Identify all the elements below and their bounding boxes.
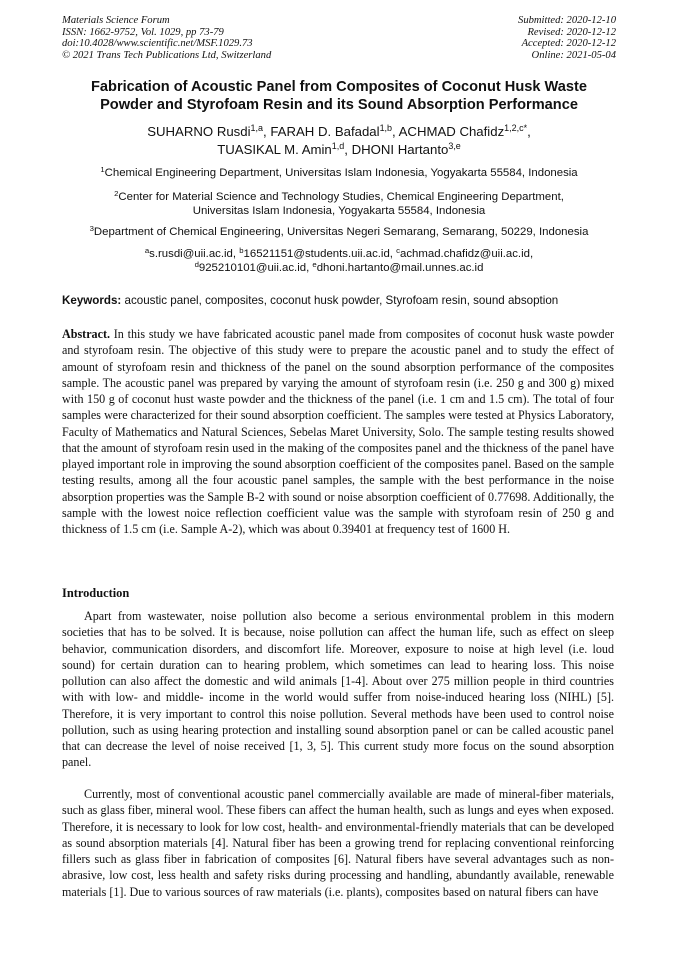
abstract	[62, 326, 614, 537]
author-separator: ,	[527, 124, 531, 139]
email-link[interactable]: dhoni.hartanto@mail.unnes.ac.id	[316, 262, 484, 275]
keywords-label: Keywords:	[62, 294, 122, 307]
email-sup: c	[396, 245, 400, 255]
date-revised: Revised: 2020-12-12	[527, 26, 616, 38]
publication-dates	[518, 15, 616, 61]
author-affil-sup: 3,e	[448, 141, 461, 152]
journal-info	[62, 15, 271, 61]
author-name: ACHMAD Chafidz	[398, 124, 505, 139]
email-link[interactable]: s.rusdi@uii.ac.id,	[149, 248, 240, 260]
email-link[interactable]: 925210101@uii.ac.id,	[198, 262, 313, 275]
email-link[interactable]: achmad.chafidz@uii.ac.id,	[400, 248, 534, 260]
author-affil-sup: 1,d	[331, 141, 345, 152]
author-line-2	[40, 141, 638, 159]
paper-title	[40, 79, 638, 114]
author-affil-sup: 1,b	[379, 123, 393, 134]
affiliation-3	[40, 225, 638, 239]
title-line-1: Fabrication of Acoustic Panel from Composites of Coconut Husk Waste	[91, 79, 587, 95]
affil-text: Center for Material Science and Technology Studies, Chemical Engineering Department,	[118, 191, 564, 203]
author-name: FARAH D. Bafadal	[270, 124, 380, 139]
author-line-1	[40, 123, 638, 141]
section-heading-introduction: Introduction	[62, 586, 130, 600]
title-line-2: Powder and Styrofoam Resin and its Sound Absorption Performance	[100, 96, 578, 113]
email-list	[40, 247, 638, 275]
affiliation-2	[40, 190, 638, 218]
email-sup: b	[239, 245, 244, 255]
affil-sup: 3	[89, 223, 94, 233]
abstract-label: Abstract.	[62, 327, 111, 341]
date-submitted: Submitted: 2020-12-10	[518, 15, 616, 26]
affil-text: Universitas Islam Indonesia, Yogyakarta 55584, Indonesia	[192, 205, 486, 218]
author-name: DHONI Hartanto	[351, 142, 449, 157]
journal-issn: ISSN: 1662-9752, Vol. 1029, pp 73-79	[62, 26, 224, 38]
affil-sup: 2	[114, 188, 119, 198]
intro-paragraph-2: Currently, most of conventional acoustic panel commercially available are made of mineral-fiber materials, such as glass fiber, mineral wool. These fibers can affect the human health, such as lungs and eyes when exposed. Therefore, it is necessary to look for low cost, health- and environmental-friendly materials that can be developed as sound absorption materials [4]. Natural fiber has been a growing trend for replacing conventional reinforcing fillers such as glass fiber in fabrication of composites [6]. Natural fibers have several advantages such as non-abrasive, low cost, less health and safety risks during processing and handling, abundantly available, renewable materials [1]. Due to various sources of raw materials (i.e. plants), composites based on natural fibers can have	[62, 787, 614, 899]
email-sup: d	[194, 259, 199, 269]
keywords	[62, 294, 622, 308]
author-separator: ,	[344, 142, 352, 157]
abstract-text: In this study we have fabricated acoustic panel made from composites of coconut husk waste powder and styrofoam resin. The objective of this study were to prepare the acoustic panel and to study the effect of amount of styrofoam resin and thickness of the panel on the sound absorption performance of the composites sample. The acoustic panel was prepared by varying the amount of styrofoam resin (i.e. 250 g and 300 g) mixed with 150 g of coconut hust waste powder and the thickness of the panel (i.e. 1 cm and 1.5 cm). The total of four samples were characterized for their sound absorption coefficient. The samples were tested at Physics Laboratory, Faculty of Mathematics and Natural Sciences, Sebelas Maret University, Solo. The sample testing results showed that the amount of styrofoam resin used in the making of the composites panel and the thickness of the panel have played important role in improving the sound absorption coefficient of the composites panel. Based on the sample testing results, among all the four acoustic panel samples, the sample with the best performance in the noise absorption properties was the Sample B-2 with sound or noise absorption coefficient of 0.77698. Additionally, the sample with the lowest noice reflection coefficient value was the sample with styrofoam resin of 250 g and thickness of 1.5 cm (i.e. Sample A-2), which was about 0.39401 at frequency test of 1600 H.	[62, 327, 614, 536]
author-separator: ,	[392, 124, 399, 139]
email-link[interactable]: 16521151@students.uii.ac.id,	[243, 248, 397, 260]
author-affil-sup: 1,a	[250, 123, 264, 134]
date-online: Online: 2021-05-04	[531, 49, 616, 61]
affiliation-1	[40, 166, 638, 180]
affil-sup: 1	[100, 164, 105, 174]
keywords-text: acoustic panel, composites, coconut husk powder, Styrofoam resin, sound absoption	[121, 294, 559, 307]
intro-paragraph-1: Apart from wastewater, noise pollution also become a serious environmental problem in this modern societies that has to be solved. It is because, noise pollution can affect the human life, such as effect on sleep behavior, communication disorders, and discomfort life. Moreover, exposure to noise at high level (i.e. loud sound) for certain duration can to hearing problem, which sometimes can lead to hearing loss. This noise pollution can also affect the domestic and wild animals [1-4]. About over 275 million people in third countries with with low- and middle- income in the world would suffer from noise-induced hearing loss (NIHL) [5]. Therefore, it is very important to control this noise pollution. Several methods have been used to control noise pollution, such as using hearing protection and installing sound absorption panel or can be called acoustic panel that can decrease the level of noise received [1, 3, 5]. This current study more focus on the sound absorption panel.	[62, 609, 614, 770]
author-affil-sup: 1,2,c*	[504, 123, 528, 134]
journal-copyright: © 2021 Trans Tech Publications Ltd, Switzerland	[62, 49, 272, 61]
affil-text: Department of Chemical Engineering, Universitas Negeri Semarang, Semarang, 50229, Indonesia	[93, 226, 589, 238]
affil-text: Chemical Engineering Department, Universitas Islam Indonesia, Yogyakarta 55584, Indonesia	[104, 167, 578, 179]
email-sup: e	[312, 259, 317, 269]
author-name: SUHARNO Rusdi	[147, 124, 251, 139]
author-list	[40, 123, 638, 159]
author-name: TUASIKAL M. Amin	[217, 142, 332, 157]
author-separator: ,	[263, 124, 271, 139]
email-sup: a	[144, 245, 150, 255]
journal-name: Materials Science Forum	[62, 15, 170, 26]
journal-doi: doi:10.4028/www.scientific.net/MSF.1029.73	[62, 38, 253, 50]
date-accepted: Accepted: 2020-12-12	[521, 38, 616, 50]
